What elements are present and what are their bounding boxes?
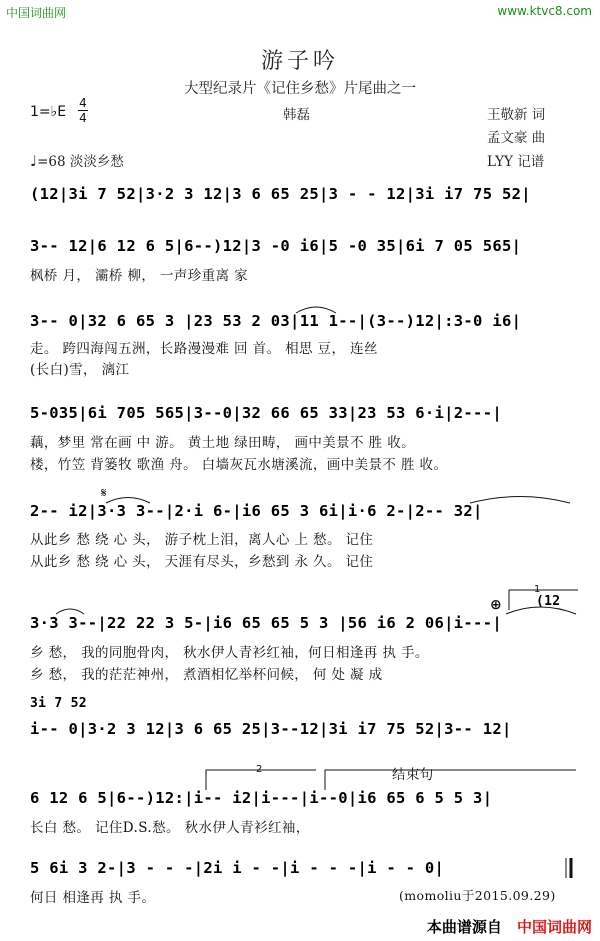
transcription-credit: (momoliu于2015.09.29) [399,888,556,903]
time-signature-top: 4 [79,96,87,110]
notation-line-4: 5-035|6i 705 565|3--0|32 66 65 33|23 53 6·i|2---| [30,404,502,422]
notation-line-2: 3-- 12|6 12 6 5|6--)12|3 -0 i6|5 -0 35|6i 7 05 565| [30,237,522,255]
slur-3 [470,497,570,504]
lyrics-line-2a: 枫桥 月， 灞桥 柳， 一声珍重离 家 [30,268,249,284]
lyrics-line-3b: (长白)雪， 漓江 [30,362,130,378]
time-signature [78,97,88,124]
notation-line-1: (12|3i 7 52|3·2 3 12|3 6 65 25|3 - - 12|3i i7 75 52| [30,185,531,203]
notation-line-7: i-- 0|3·2 3 12|3 6 65 25|3--12|3i i7 75 52|3-- 12| [30,720,512,738]
segno-sign: 𝄋 [101,486,107,501]
volta-2-number: 2 [256,764,263,775]
time-signature-bottom: 4 [79,111,87,125]
volta-1-number: 1 [534,584,541,595]
lyrics-line-6b: 乡 愁， 我的茫茫神州， 煮酒相忆举杯问候， 何 处 凝 成 [30,667,383,683]
lyrics-line-4b: 楼，竹笠 背篓牧 歌渔 舟。 白墙灰瓦水塘溪流，画中美景不 胜 收。 [30,457,448,473]
notation-line-9: 5 6i 3 2-|3 - - -|2i i - -|i - - -|i - - 0| [30,859,445,877]
song-title: 游子吟 [260,49,339,74]
coda-icon: ⊕ [490,597,502,613]
lyrics-line-8a: 长白 愁。 记住D.S.愁。 秋水伊人青衫红袖， [30,820,310,836]
tempo-text: =68 淡淡乡愁 [37,154,124,170]
footer-site-link[interactable]: 中国词曲网 [516,918,592,936]
lyrics-line-6a: 乡 愁， 我的同胞骨肉， 秋水伊人青衫红袖，何日相逢再 执 手。 [30,645,429,661]
ending-bracket [325,770,576,790]
notation-line-8: 6 12 6 5|6--)12:|i-- i2|i---|i--0|i6 65 6 5 5 3| [30,789,493,807]
lyricist: 王敬新 词 [487,107,546,123]
footer-label: 本曲谱源自 [426,918,502,936]
footer [427,916,592,937]
watermark-right: www.ktvc8.com [497,4,592,18]
singer: 韩磊 [283,107,310,123]
volta-1-repeat: (12 [536,594,561,609]
lyrics-line-5b: 从此乡 愁 绕 心 头， 天涯有尽头，乡愁到 永 久。 记住 [30,554,374,570]
lyrics-line-4a: 藕，梦里 常在画 中 游。 黄土地 绿田畴， 画中美景不 胜 收。 [30,435,416,451]
notation-line-5: 2-- i2|3·3 3--|2·i 6-|i6 65 3 6i|i·6 2-|2-- 32| [30,502,483,520]
song-subtitle: 大型纪录片《记住乡愁》片尾曲之一 [184,81,416,97]
lyrics-line-3a: 走。 跨四海闯五洲，长路漫漫难 回 首。 相思 豆， 连丝 [30,341,378,357]
transcriber: LYY 记谱 [487,154,545,170]
ending-label: 结束句 [392,767,434,783]
tempo-marking [30,150,124,170]
composer: 孟文豪 曲 [487,130,546,146]
quarter-note-icon: ♩ [30,152,38,170]
lyrics-line-5a: 从此乡 愁 绕 心 头， 游子枕上泪，离人心 上 愁。 记住 [30,532,374,548]
pickup-notes: 3i 7 52 [30,696,87,711]
notation-line-6: 3·3 3--|22 22 3 5-|i6 65 65 5 3 |56 i6 2 06|i---| [30,614,502,632]
watermark-left: 中国词曲网 [6,6,67,20]
notation-line-3: 3-- 0|32 6 65 3 |23 53 2 03|11 1--|(3--)12|:3-0 i6| [30,312,522,330]
lyrics-line-9a: 何日 相逢再 执 手。 [30,890,156,906]
key-signature: 1=♭E [30,104,67,120]
